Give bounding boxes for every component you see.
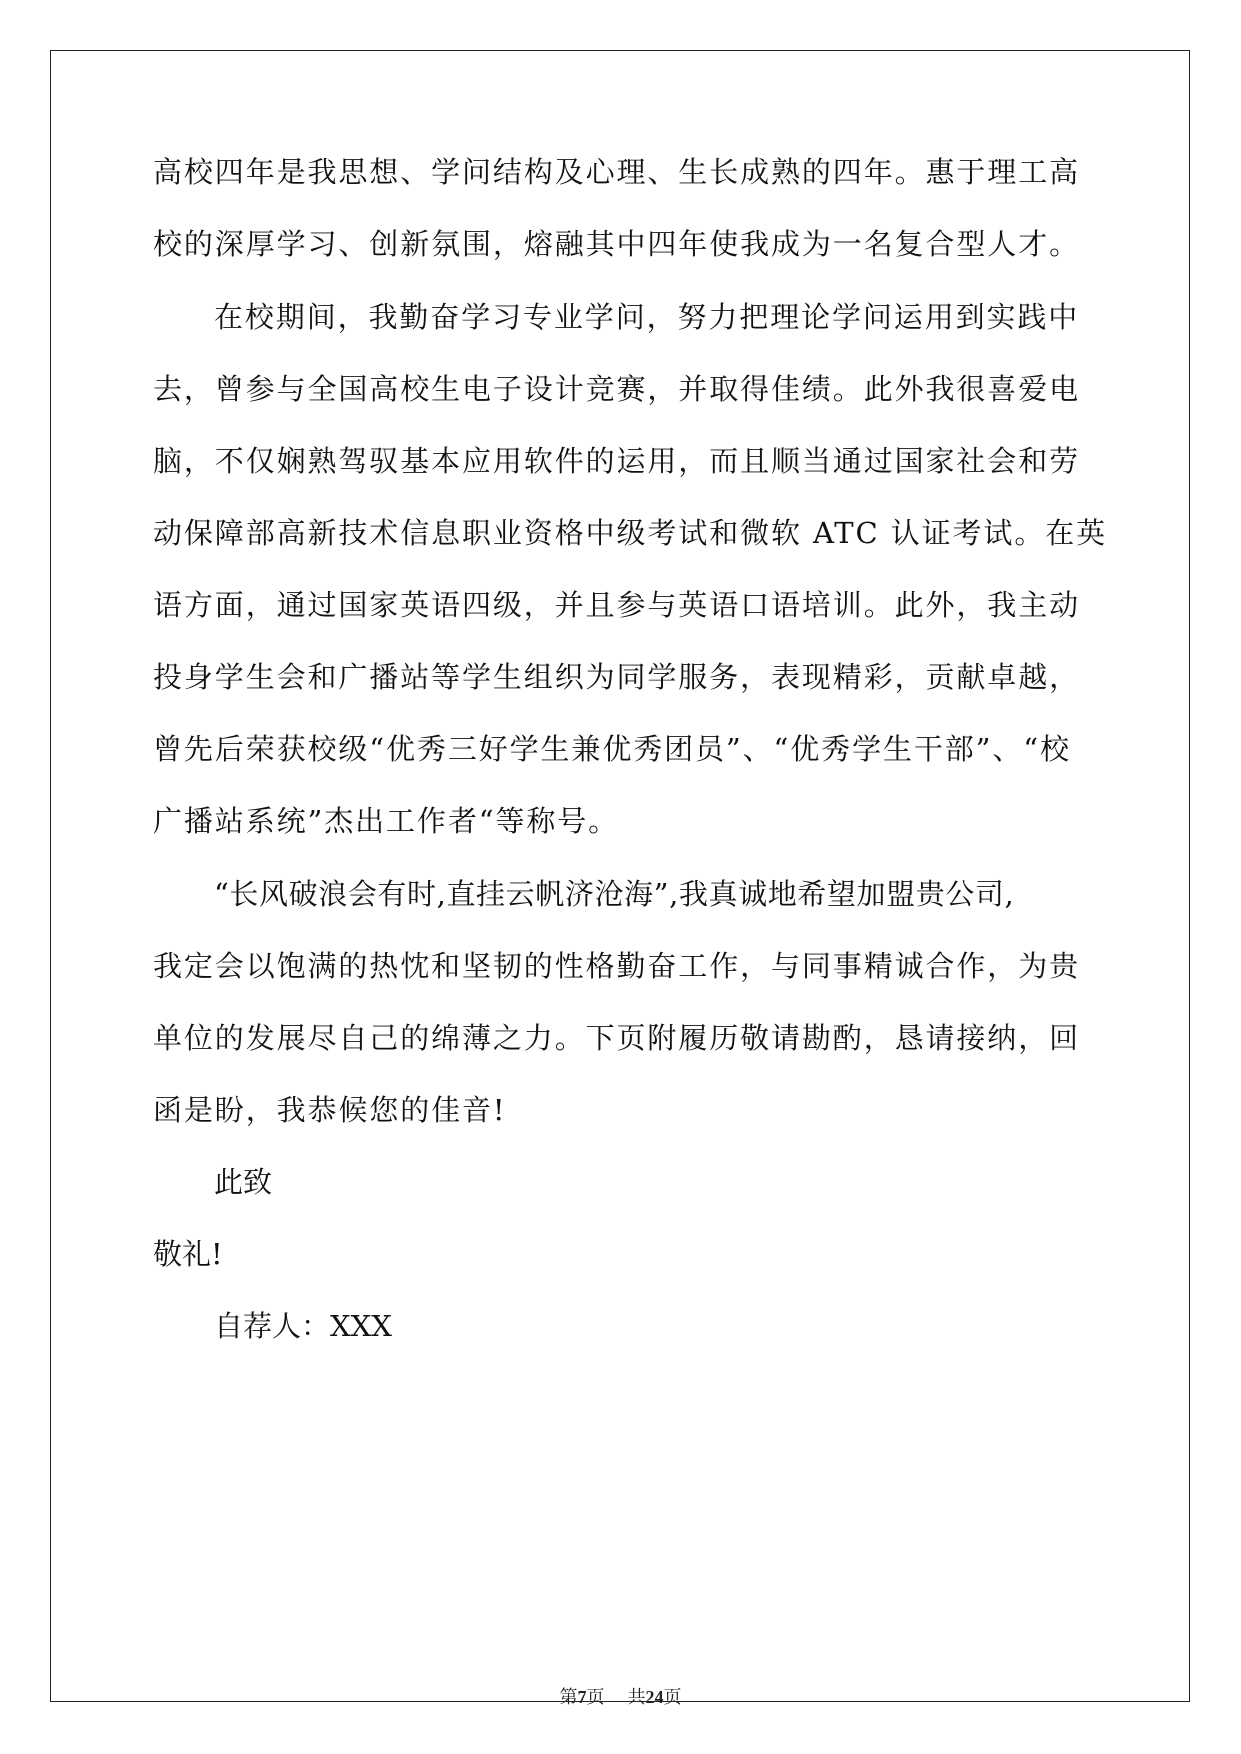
paragraph-1-line-1: 高校四年是我思想、学问结构及心理、生长成熟的四年。惠于理工高 [153, 155, 1081, 189]
paragraph-2-line-8: 广播站系统”杰出工作者“等称号。 [153, 804, 620, 838]
footer-page-suffix: 页 [586, 1687, 605, 1707]
paragraph-2-line-7: 曾先后荣获校级“优秀三好学生兼优秀团员”、“优秀学生干部”、“校 [153, 732, 1071, 766]
paragraph-2-line-1: 在校期间，我勤奋学习专业学问，努力把理论学问运用到实践中 [214, 300, 1080, 334]
closing-signature: 自荐人：XXX [214, 1309, 392, 1343]
paragraph-2-line-3: 脑，不仅娴熟驾驭基本应用软件的运用，而且顺当通过国家社会和劳 [153, 444, 1081, 478]
paragraph-2-line-5: 语方面，通过国家英语四级，并且参与英语口语培训。此外，我主动 [153, 588, 1081, 622]
footer-page-prefix: 第 [559, 1687, 578, 1707]
closing-regards: 敬礼! [153, 1237, 223, 1271]
page-footer [0, 1685, 1241, 1710]
paragraph-2-line-6: 投身学生会和广播站等学生组织为同学服务，表现精彩，贡献卓越， [153, 660, 1081, 694]
paragraph-2-line-2: 去，曾参与全国高校生电子设计竞赛，并取得佳绩。此外我很喜爱电 [153, 372, 1081, 406]
footer-total-prefix: 共 [627, 1687, 646, 1707]
paragraph-3-line-1: “长风破浪会有时,直挂云帆济沧海”,我真诚地希望加盟贵公司, [214, 877, 1015, 911]
paragraph-1-line-2: 校的深厚学习、创新氛围，熔融其中四年使我成为一名复合型人才。 [153, 227, 1081, 261]
paragraph-2-line-4: 动保障部高新技术信息职业资格中级考试和微软 ATC 认证考试。在英 [153, 516, 1108, 550]
footer-total-suffix: 页 [663, 1687, 682, 1707]
closing-salutation: 此致 [214, 1165, 273, 1199]
paragraph-3-line-4: 函是盼，我恭候您的佳音! [153, 1093, 507, 1127]
footer-total-pages: 24 [645, 1687, 664, 1707]
footer-page-number: 7 [577, 1687, 587, 1707]
paragraph-3-line-3: 单位的发展尽自己的绵薄之力。下页附履历敬请勘酌，恳请接纳，回 [153, 1021, 1081, 1055]
paragraph-3-line-2: 我定会以饱满的热忱和坚韧的性格勤奋工作，与同事精诚合作，为贵 [153, 949, 1081, 983]
